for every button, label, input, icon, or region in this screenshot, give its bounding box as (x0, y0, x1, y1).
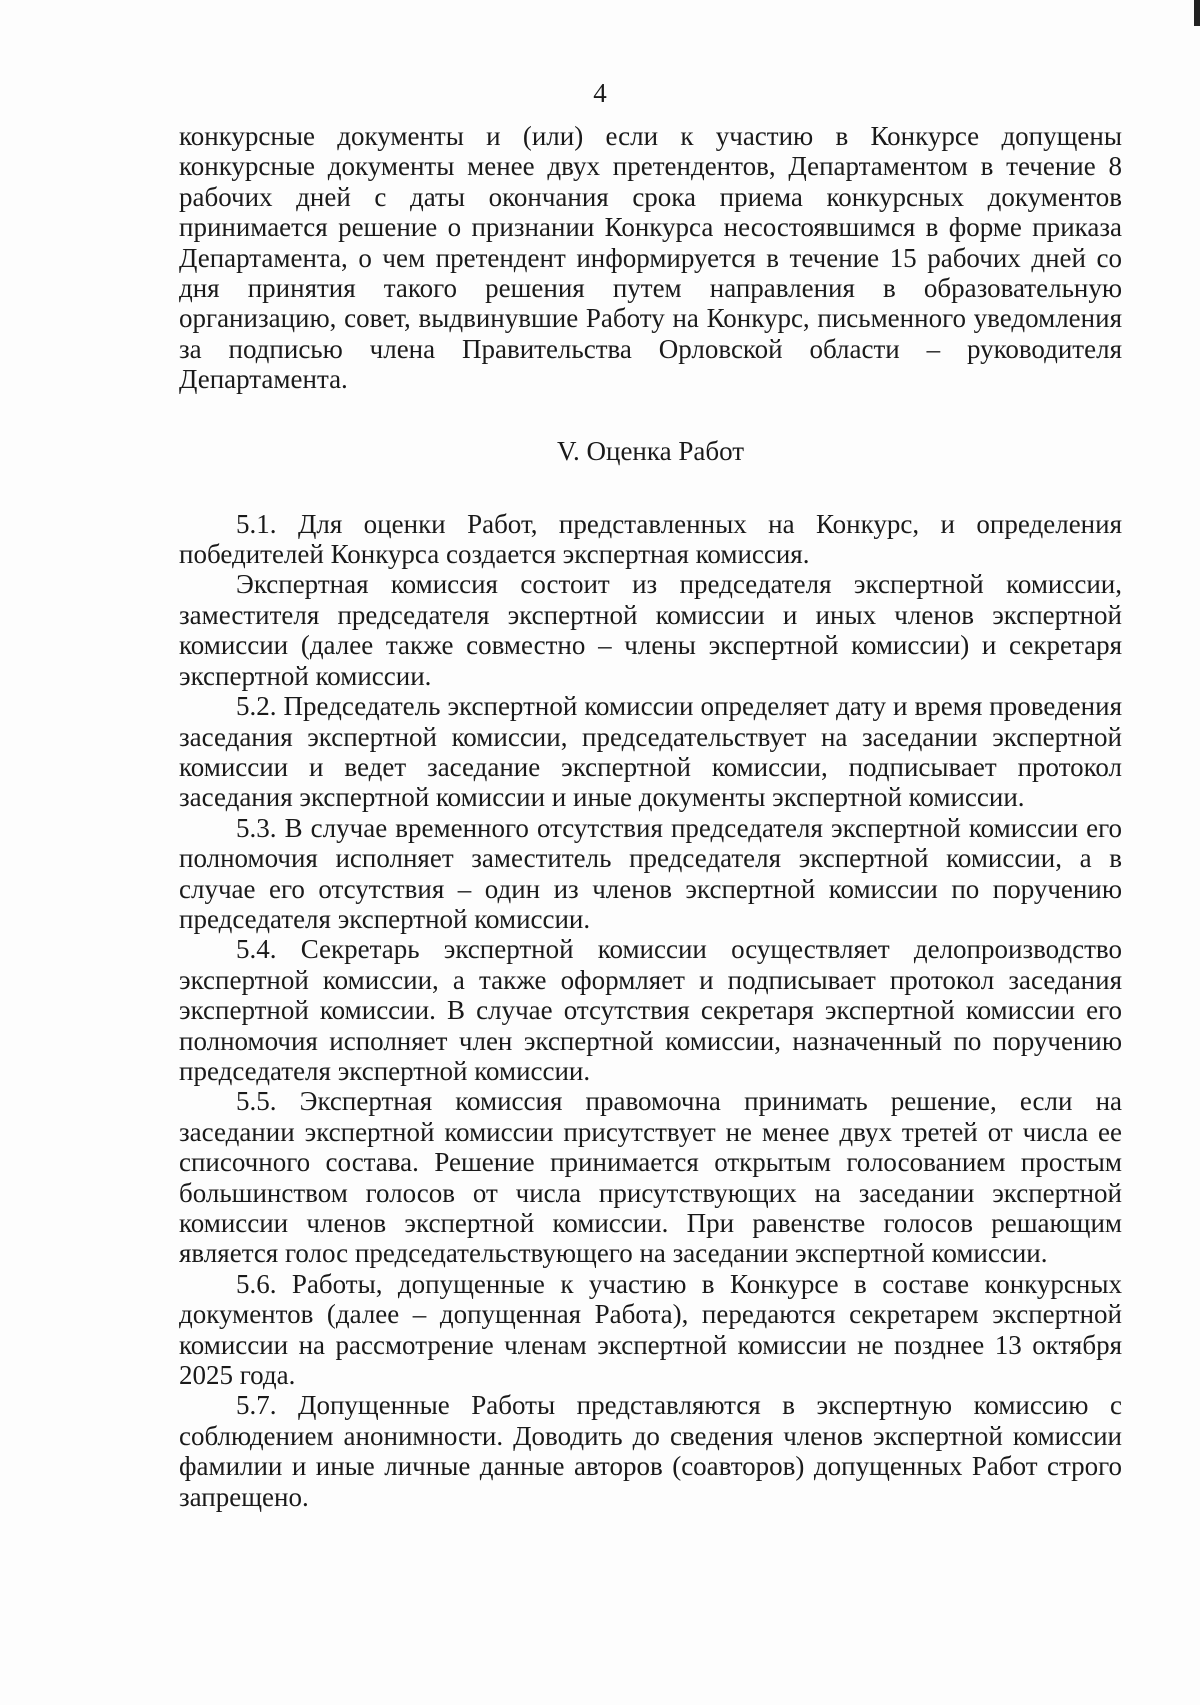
paragraph-5-1-composition: Экспертная комиссия состоит из председателя экспертной комиссии, заместителя председателя экспертной комиссии и иных членов экспертной комиссии (далее также совместно – члены экспертной комиссии) и секретаря экспертной комиссии. (179, 569, 1122, 691)
paragraph-5-6: 5.6. Работы, допущенные к участию в Конкурсе в составе конкурсных документов (далее – допущенная Работа), передаются секретарем экспертной комиссии на рассмотрение членам экспертной комиссии не позднее 13 октября 2025 года. (179, 1268, 1122, 1391)
document-body (179, 121, 1122, 1512)
page-number: 4 (593, 78, 607, 108)
paragraph-5-2: 5.2. Председатель экспертной комиссии определяет дату и время проведения заседания экспертной комиссии, председательствует на заседании экспертной комиссии и ведет заседание экспертной комиссии, подписывает протокол заседания экспертной комиссии и иные документы экспертной комиссии. (179, 691, 1122, 813)
paragraph-5-3: 5.3. В случае временного отсутствия председателя экспертной комиссии его полномочия исполняет заместитель председателя экспертной комиссии, а в случае его отсутствия – один из членов экспертной комиссии по поручению председателя экспертной комиссии. (179, 812, 1122, 934)
paragraph-5-5: 5.5. Экспертная комиссия правомочна принимать решение, если на заседании экспертной комиссии присутствует не менее двух третей от числа ее списочного состава. Решение принимается открытым голосованием простым большинством голосов от числа присутствующих на заседании экспертной комиссии членов экспертной комиссии. При равенстве голосов решающим является голос председательствующего на заседании экспертной комиссии. (179, 1086, 1122, 1269)
scan-edge-mark (1194, 0, 1200, 26)
paragraph-5-4: 5.4. Секретарь экспертной комиссии осуществляет делопроизводство экспертной комиссии, а также оформляет и подписывает протокол заседания экспертной комиссии. В случае отсутствия секретаря экспертной комиссии его полномочия исполняет член экспертной комиссии, назначенный по поручению председателя экспертной комиссии. (179, 934, 1122, 1086)
section-heading: V. Оценка Работ (556, 435, 745, 466)
paragraph-5-7: 5.7. Допущенные Работы представляются в экспертную комиссию с соблюдением анонимности. Доводить до сведения членов экспертной комиссии фамилии и иные личные данные авторов (соавторов) допущенных Работ строго запрещено. (179, 1390, 1122, 1512)
continuation-paragraph: конкурсные документы и (или) если к участию в Конкурсе допущены конкурсные документы менее двух претендентов, Департаментом в течение 8 рабочих дней с даты окончания срока приема конкурсных документов принимается решение о признании Конкурса несостоявшимся в форме приказа Департамента, о чем претендент информируется в течение 15 рабочих дней со дня принятия такого решения путем направления в образовательную организацию, совет, выдвинувшие Работу на Конкурс, письменного уведомления за подписью члена Правительства Орловской области – руководителя Департамента. (179, 121, 1122, 395)
paragraph-5-1: 5.1. Для оценки Работ, представленных на Конкурс, и определения победителей Конкурса создается экспертная комиссия. (179, 508, 1122, 570)
